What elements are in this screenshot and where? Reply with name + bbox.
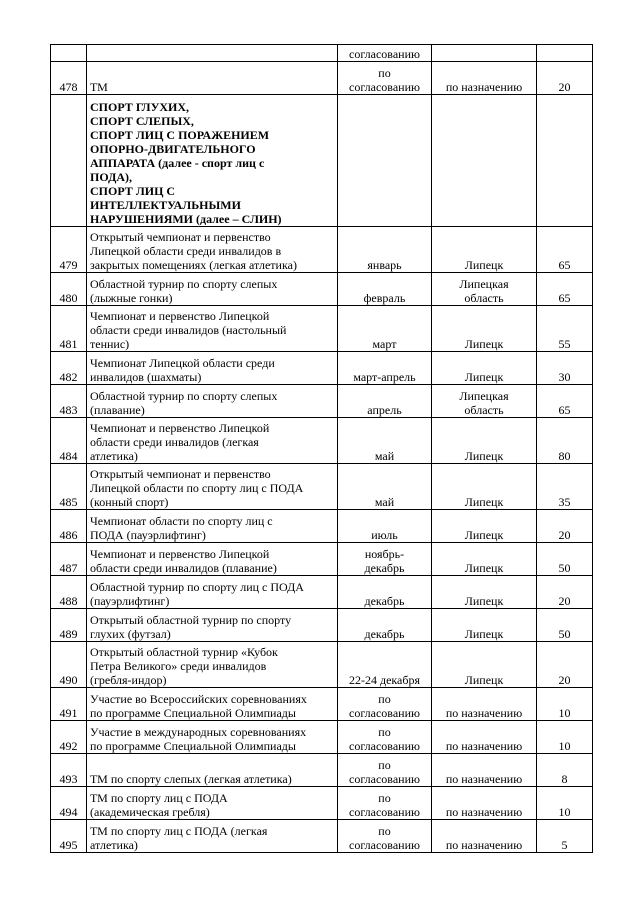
table-row (51, 642, 593, 688)
event-place-cell (432, 510, 537, 543)
event-date: январь (367, 258, 402, 272)
row-number-cell (51, 45, 87, 62)
row-number: 495 (59, 838, 78, 852)
row-number: 489 (59, 627, 78, 641)
event-date-cell (338, 721, 432, 754)
event-name: Чемпионат области по спорту лиц с ПОДА (пауэрлифтинг) (90, 514, 273, 542)
event-name: ТМ (90, 80, 108, 94)
row-number-cell (51, 418, 87, 464)
event-place-cell (432, 754, 537, 787)
row-number-cell (51, 642, 87, 688)
row-number-cell (51, 273, 87, 306)
row-number: 488 (59, 594, 78, 608)
event-place: Липецк (464, 594, 504, 608)
participant-count-cell (537, 45, 593, 62)
event-place-cell (432, 418, 537, 464)
event-name: Чемпионат и первенство Липецкой области среди инвалидов (настольный теннис) (90, 309, 287, 351)
event-name: Участие во Всероссийских соревнованиях по программе Специальной Олимпиады (90, 692, 307, 720)
table-row (51, 385, 593, 418)
row-number-cell (51, 385, 87, 418)
event-date-cell (338, 754, 432, 787)
event-name: Открытый областной турнир «Кубок Петра Великого» среди инвалидов (гребля-индор) (90, 645, 278, 687)
event-date: по согласованию (349, 758, 420, 786)
participant-count: 20 (558, 80, 571, 94)
event-name-cell (87, 609, 338, 642)
row-number-cell (51, 352, 87, 385)
table-row (51, 543, 593, 576)
table-row (51, 352, 593, 385)
participant-count: 50 (558, 627, 571, 641)
table-row (51, 464, 593, 510)
table-row (51, 418, 593, 464)
event-date-cell (338, 609, 432, 642)
row-number: 482 (59, 370, 78, 384)
row-number: 479 (59, 258, 78, 272)
table-row (51, 576, 593, 609)
event-name-cell (87, 820, 338, 853)
participant-count-cell (537, 609, 593, 642)
event-date: 22-24 декабря (348, 673, 421, 687)
row-number-cell (51, 510, 87, 543)
event-place-cell (432, 227, 537, 273)
event-place: по назначению (445, 805, 523, 819)
participant-count: 10 (558, 706, 571, 720)
table-row (51, 787, 593, 820)
row-number-cell (51, 62, 87, 95)
event-date: по согласованию (349, 824, 420, 852)
event-name: Областной турнир по спорту лиц с ПОДА (пауэрлифтинг) (90, 580, 304, 608)
row-number: 480 (59, 291, 78, 305)
table-row (51, 273, 593, 306)
row-number-cell (51, 543, 87, 576)
event-name-cell (87, 787, 338, 820)
event-place-cell (432, 385, 537, 418)
participant-count-cell (537, 385, 593, 418)
event-date-cell (338, 95, 432, 227)
event-place: Липецк (464, 528, 504, 542)
event-name: СПОРТ ГЛУХИХ, СПОРТ СЛЕПЫХ, СПОРТ ЛИЦ С ПОРАЖЕНИЕМ ОПОРНО-ДВИГАТЕЛЬНОГО АППАРАТА (далее - спорт лиц с ПОДА), СПОРТ ЛИЦ С ИНТЕЛЛЕКТУАЛЬНЫМИ НАРУШЕНИЯМИ (далее – СЛИН) (90, 100, 282, 226)
event-name-cell (87, 95, 338, 227)
event-name: Чемпионат и первенство Липецкой области среди инвалидов (легкая атлетика) (90, 421, 270, 463)
participant-count: 50 (558, 561, 571, 575)
participant-count-cell (537, 543, 593, 576)
event-place-cell (432, 642, 537, 688)
events-table-body (51, 45, 593, 853)
event-name-cell (87, 721, 338, 754)
event-name: Областной турнир по спорту слепых (плавание) (90, 389, 278, 417)
participant-count: 20 (558, 594, 571, 608)
event-place: Липецк (464, 673, 504, 687)
event-date: согласованию (349, 47, 420, 61)
event-place-cell (432, 45, 537, 62)
event-place-cell (432, 62, 537, 95)
row-number-cell (51, 609, 87, 642)
event-name: ТМ по спорту лиц с ПОДА (академическая гребля) (90, 791, 228, 819)
event-date: по согласованию (349, 725, 420, 753)
event-date-cell (338, 787, 432, 820)
row-number: 487 (59, 561, 78, 575)
row-number: 492 (59, 739, 78, 753)
event-date: по согласованию (349, 791, 420, 819)
row-number-cell (51, 227, 87, 273)
row-number-cell (51, 820, 87, 853)
row-number: 484 (59, 449, 78, 463)
event-date-cell (338, 820, 432, 853)
event-place: Липецк (464, 370, 504, 384)
participant-count: 10 (558, 805, 571, 819)
event-place-cell (432, 352, 537, 385)
event-place: Липецк (464, 449, 504, 463)
event-date: июль (371, 528, 398, 542)
row-number-cell (51, 306, 87, 352)
participant-count: 65 (558, 258, 571, 272)
event-date-cell (338, 543, 432, 576)
event-date-cell (338, 273, 432, 306)
participant-count-cell (537, 754, 593, 787)
event-date: май (374, 495, 395, 509)
participant-count-cell (537, 418, 593, 464)
table-row (51, 306, 593, 352)
event-date-cell (338, 464, 432, 510)
event-place-cell (432, 721, 537, 754)
participant-count-cell (537, 688, 593, 721)
event-place: по назначению (445, 706, 523, 720)
event-name-cell (87, 754, 338, 787)
event-date-cell (338, 642, 432, 688)
event-place-cell (432, 688, 537, 721)
participant-count-cell (537, 510, 593, 543)
row-number: 486 (59, 528, 78, 542)
participant-count: 35 (558, 495, 571, 509)
section-header-row (51, 95, 593, 227)
row-number-cell (51, 754, 87, 787)
event-name: Открытый областной турнир по спорту глухих (футзал) (90, 613, 292, 641)
row-number: 491 (59, 706, 78, 720)
event-name: Чемпионат и первенство Липецкой области среди инвалидов (плавание) (90, 547, 277, 575)
participant-count: 5 (561, 838, 568, 852)
event-name-cell (87, 510, 338, 543)
participant-count-cell (537, 464, 593, 510)
event-name-cell (87, 464, 338, 510)
participant-count: 10 (558, 739, 571, 753)
participant-count-cell (537, 576, 593, 609)
participant-count-cell (537, 721, 593, 754)
row-number: 478 (59, 80, 78, 94)
table-row (51, 609, 593, 642)
event-place: Липецк (464, 561, 504, 575)
event-name-cell (87, 688, 338, 721)
event-place: Липецк (464, 258, 504, 272)
participant-count-cell (537, 62, 593, 95)
row-number-cell (51, 464, 87, 510)
table-row (51, 227, 593, 273)
event-place: по назначению (445, 772, 523, 786)
table-row (51, 62, 593, 95)
participant-count: 65 (558, 291, 571, 305)
event-date-cell (338, 418, 432, 464)
row-number: 494 (59, 805, 78, 819)
participant-count-cell (537, 95, 593, 227)
participant-count: 20 (558, 528, 571, 542)
event-date: декабрь (364, 627, 405, 641)
event-date-cell (338, 306, 432, 352)
event-name-cell (87, 273, 338, 306)
event-name-cell (87, 576, 338, 609)
event-date: по согласованию (349, 66, 420, 94)
row-number: 483 (59, 403, 78, 417)
event-date: по согласованию (349, 692, 420, 720)
event-place-cell (432, 609, 537, 642)
table-row (51, 754, 593, 787)
event-name: Открытый чемпионат и первенство Липецкой области по спорту лиц с ПОДА (конный спорт) (90, 467, 304, 509)
table-row (51, 820, 593, 853)
event-name: Участие в международных соревнованиях по программе Специальной Олимпиады (90, 725, 307, 753)
event-name: ТМ по спорту лиц с ПОДА (легкая атлетика) (90, 824, 268, 852)
event-place: по назначению (445, 80, 523, 94)
participant-count-cell (537, 787, 593, 820)
event-name-cell (87, 45, 338, 62)
event-place-cell (432, 787, 537, 820)
row-number-cell (51, 688, 87, 721)
participant-count: 8 (561, 772, 568, 786)
event-place-cell (432, 95, 537, 227)
event-place: Липецк (464, 495, 504, 509)
event-place-cell (432, 464, 537, 510)
table-row (51, 510, 593, 543)
row-number-cell (51, 576, 87, 609)
row-number-cell (51, 787, 87, 820)
event-place: по назначению (445, 838, 523, 852)
table-row (51, 688, 593, 721)
event-place: Липецкая область (459, 277, 509, 305)
event-place: Липецк (464, 627, 504, 641)
event-date-cell (338, 510, 432, 543)
event-date-cell (338, 45, 432, 62)
event-date: март (372, 337, 397, 351)
event-place-cell (432, 820, 537, 853)
row-number: 493 (59, 772, 78, 786)
row-number: 481 (59, 337, 78, 351)
event-name-cell (87, 418, 338, 464)
participant-count: 65 (558, 403, 571, 417)
event-place: Липецкая область (459, 389, 509, 417)
participant-count: 20 (558, 673, 571, 687)
event-place: по назначению (445, 739, 523, 753)
row-number-cell (51, 95, 87, 227)
event-date-cell (338, 62, 432, 95)
row-number: 485 (59, 495, 78, 509)
event-date: апрель (367, 403, 402, 417)
participant-count-cell (537, 306, 593, 352)
event-name: Открытый чемпионат и первенство Липецкой области среди инвалидов в закрытых помещениях (легкая атлетика) (90, 230, 297, 272)
row-number: 490 (59, 673, 78, 687)
event-name-cell (87, 62, 338, 95)
participant-count-cell (537, 820, 593, 853)
participant-count: 80 (558, 449, 571, 463)
table-row (51, 721, 593, 754)
participant-count-cell (537, 273, 593, 306)
event-place-cell (432, 306, 537, 352)
event-name-cell (87, 385, 338, 418)
event-date-cell (338, 227, 432, 273)
event-name: Чемпионат Липецкой области среди инвалидов (шахматы) (90, 356, 275, 384)
participant-count-cell (537, 352, 593, 385)
event-date-cell (338, 385, 432, 418)
events-table (50, 44, 593, 853)
event-place-cell (432, 576, 537, 609)
event-date: февраль (363, 291, 406, 305)
participant-count-cell (537, 642, 593, 688)
event-place-cell (432, 273, 537, 306)
table-row (51, 45, 593, 62)
event-name: ТМ по спорту слепых (легкая атлетика) (90, 772, 292, 786)
event-name-cell (87, 642, 338, 688)
event-place: Липецк (464, 337, 504, 351)
participant-count: 55 (558, 337, 571, 351)
event-date-cell (338, 688, 432, 721)
event-name-cell (87, 352, 338, 385)
event-date-cell (338, 352, 432, 385)
participant-count-cell (537, 227, 593, 273)
participant-count: 30 (558, 370, 571, 384)
event-date: март-апрель (353, 370, 416, 384)
event-name: Областной турнир по спорту слепых (лыжные гонки) (90, 277, 278, 305)
event-name-cell (87, 543, 338, 576)
event-date: ноябрь- декабрь (364, 547, 405, 575)
event-date-cell (338, 576, 432, 609)
event-date: декабрь (364, 594, 405, 608)
row-number-cell (51, 721, 87, 754)
event-place-cell (432, 543, 537, 576)
event-date: май (374, 449, 395, 463)
event-name-cell (87, 227, 338, 273)
event-name-cell (87, 306, 338, 352)
